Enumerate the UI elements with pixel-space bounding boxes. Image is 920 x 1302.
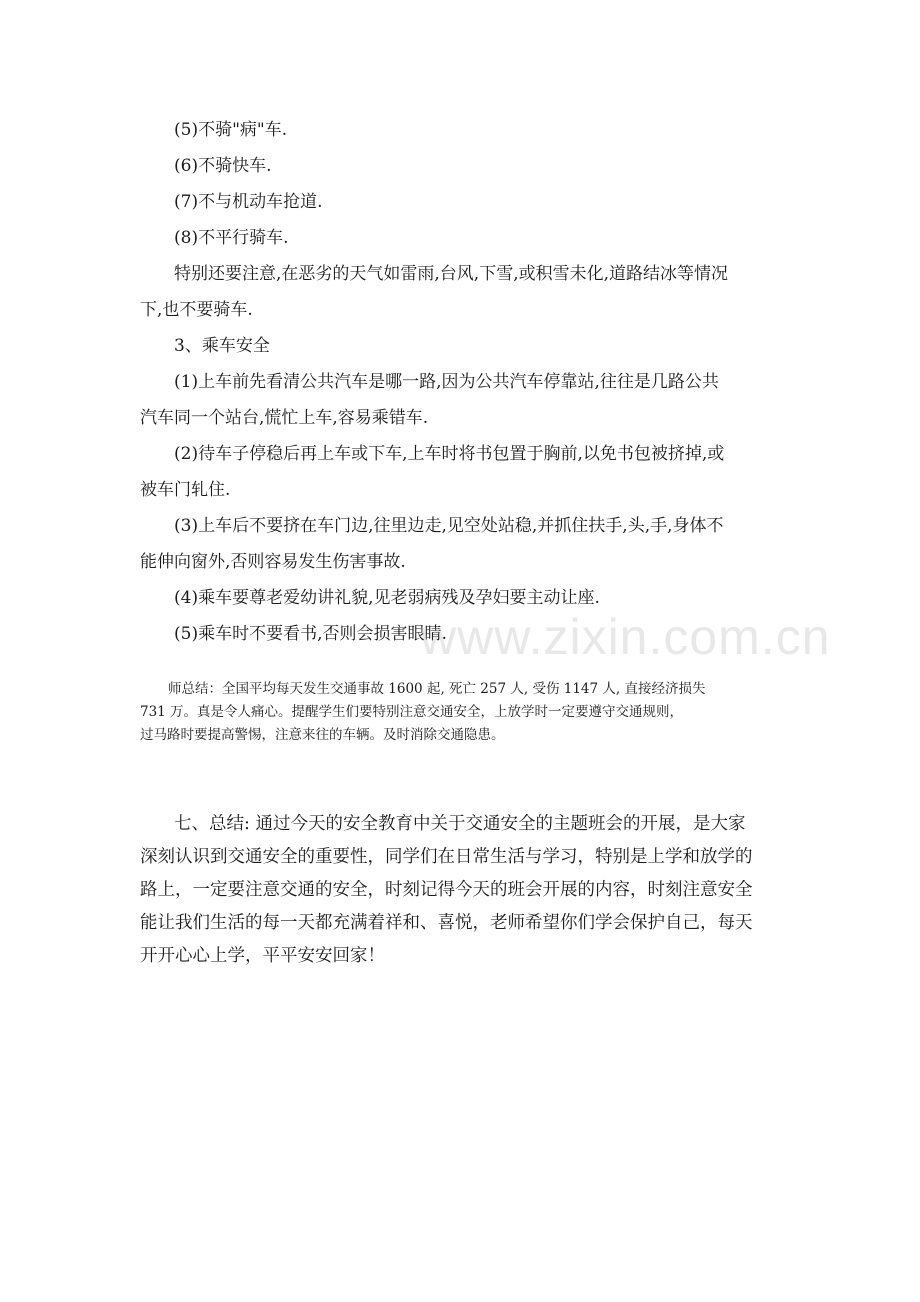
conclusion-line-4: 能让我们生活的每一天都充满着祥和、喜悦，老师希望你们学会保护自己，每天 xyxy=(140,913,753,933)
weather-note-line-1: 特别还要注意,在恶劣的天气如雷雨,台风,下雪,或积雪未化,道路结冰等情况 xyxy=(174,264,729,284)
riding-rule-1-line-1: (1)上车前先看清公共汽车是哪一路,因为公共汽车停靠站,往往是几路公共 xyxy=(174,372,719,392)
weather-note-line-2: 下,也不要骑车. xyxy=(140,300,253,320)
traffic-safety-section xyxy=(140,112,780,652)
riding-rule-3-line-2: 能伸向窗外,否则容易发生伤害事故. xyxy=(140,552,406,572)
teacher-summary-line-3: 过马路时要提高警惕，注意来往的车辆。及时消除交通隐患。 xyxy=(140,727,505,743)
rule-7-line: (7)不与机动车抢道. xyxy=(174,192,323,212)
teacher-summary-paragraph xyxy=(140,678,780,747)
riding-rule-1-line-2: 汽车同一个站台,慌忙上车,容易乘错车. xyxy=(140,408,429,428)
conclusion-paragraph xyxy=(140,808,780,973)
rule-6-line: (6)不骑快车. xyxy=(174,156,272,176)
riding-rule-5-line: (5)乘车时不要看书,否则会损害眼睛. xyxy=(174,624,447,644)
riding-rule-4-line: (4)乘车要尊老爱幼讲礼貌,见老弱病残及孕妇要主动让座. xyxy=(174,588,600,608)
teacher-summary-line-2: 731 万。真是令人痛心。提醒学生们要特别注意交通安全，上放学时一定要遵守交通规则， xyxy=(140,704,684,720)
riding-safety-heading: 3、乘车安全 xyxy=(174,336,270,356)
conclusion-line-1: 七、总结: 通过今天的安全教育中关于交通安全的主题班会的开展，是大家 xyxy=(174,814,746,834)
site-watermark: www.zixin.com.cn xyxy=(420,609,831,665)
rule-5-line: (5)不骑"病"车. xyxy=(174,120,288,140)
riding-rule-2-line-2: 被车门轧住. xyxy=(140,480,231,500)
conclusion-line-3: 路上，一定要注意交通的安全，时刻记得今天的班会开展的内容，时刻注意安全 xyxy=(140,880,753,900)
riding-rule-3-line-1: (3)上车后不要挤在车门边,往里边走,见空处站稳,并抓住扶手,头,手,身体不 xyxy=(174,516,724,536)
riding-rule-2-line-1: (2)待车子停稳后再上车或下车,上车时将书包置于胸前,以免书包被挤掉,或 xyxy=(174,444,725,464)
teacher-summary-line-1: 师总结：全国平均每天发生交通事故 1600 起, 死亡 257 人, 受伤 1147 人, 直接经济损失 xyxy=(168,681,706,697)
conclusion-line-5: 开开心心上学，平平安安回家！ xyxy=(140,946,385,966)
conclusion-line-2: 深刻认识到交通安全的重要性，同学们在日常生活与学习，特别是上学和放学的 xyxy=(140,847,753,867)
rule-8-line: (8)不平行骑车. xyxy=(174,228,289,248)
